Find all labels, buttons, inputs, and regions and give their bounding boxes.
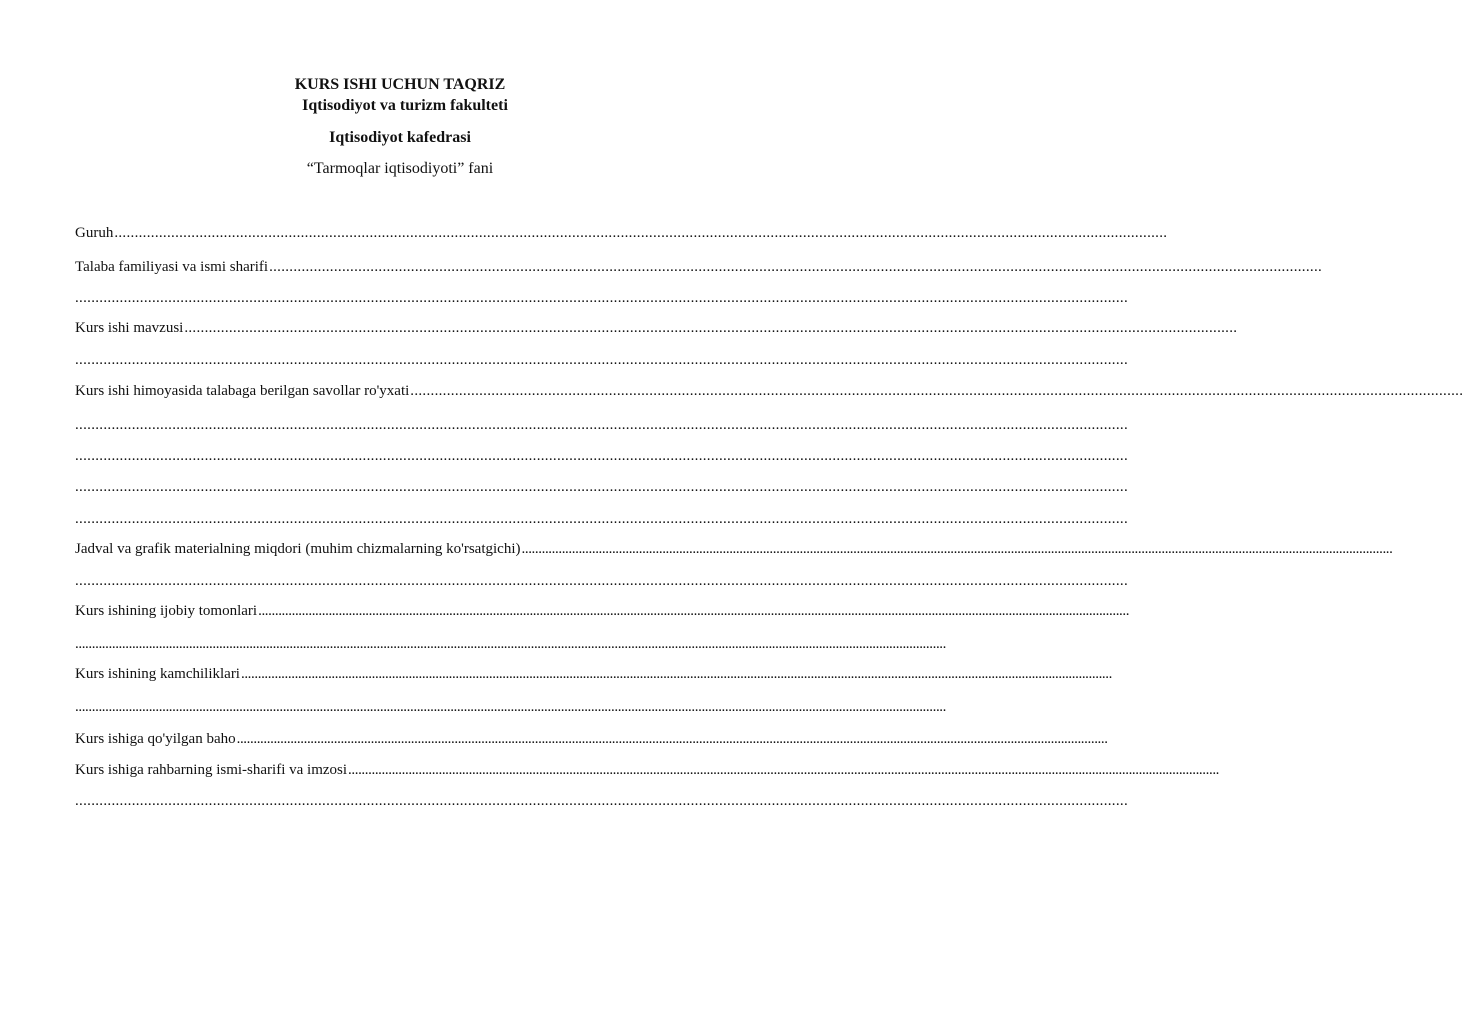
materials-fill: ....................................................................................................................................................................................................................................................................: [521, 541, 1393, 557]
supervisor-fill: ....................................................................................................................................................................................................................................................................: [348, 762, 1220, 778]
materials-field[interactable]: [75, 539, 1393, 559]
topic-label: Kurs ishi mavzusi: [75, 320, 184, 336]
questions-fill: ....................................................................................................................................................................................................................................................................: [410, 383, 1463, 399]
blank-fill: ....................................................................................................................................................................................................................................................................: [75, 417, 1128, 433]
document-title: KURS ISHI UCHUN TAQRIZ: [294, 76, 506, 93]
grade-fill: ....................................................................................................................................................................................................................................................................: [236, 731, 1108, 747]
group-field[interactable]: [75, 223, 1168, 243]
shortcomings-blank-line[interactable]: [75, 697, 947, 717]
subject-name: “Tarmoqlar iqtisodiyoti” fani: [306, 160, 494, 177]
blank-fill: ....................................................................................................................................................................................................................................................................: [75, 352, 1128, 368]
materials-blank-line[interactable]: [75, 571, 1128, 591]
group-label: Guruh: [75, 225, 114, 241]
grade-label: Kurs ishiga qo'yilgan baho: [75, 731, 236, 747]
shortcomings-label: Kurs ishining kamchiliklari: [75, 666, 240, 682]
blank-fill: ....................................................................................................................................................................................................................................................................: [75, 479, 1128, 495]
blank-fill: ....................................................................................................................................................................................................................................................................: [75, 699, 947, 715]
grade-field[interactable]: [75, 729, 1108, 749]
blank-fill: ....................................................................................................................................................................................................................................................................: [75, 793, 1128, 809]
questions-blank-line-4[interactable]: [75, 509, 1128, 529]
topic-field[interactable]: [75, 318, 1238, 338]
department-name: Iqtisodiyot kafedrasi: [329, 129, 471, 146]
student-name-label: Talaba familiyasi va ismi sharifi: [75, 259, 269, 275]
student-name-blank-line[interactable]: [75, 288, 1128, 308]
questions-blank-line-2[interactable]: [75, 446, 1128, 466]
shortcomings-field[interactable]: [75, 664, 1112, 684]
questions-blank-line-3[interactable]: [75, 477, 1128, 497]
blank-fill: ....................................................................................................................................................................................................................................................................: [75, 573, 1128, 589]
positive-aspects-blank-line[interactable]: [75, 634, 947, 654]
student-name-field[interactable]: [75, 257, 1323, 277]
supervisor-label: Kurs ishiga rahbarning ismi-sharifi va imzosi: [75, 762, 348, 778]
student-name-fill: ....................................................................................................................................................................................................................................................................: [269, 259, 1323, 275]
blank-fill: ....................................................................................................................................................................................................................................................................: [75, 511, 1128, 527]
blank-fill: ....................................................................................................................................................................................................................................................................: [75, 448, 1128, 464]
questions-field[interactable]: [75, 381, 1463, 401]
questions-label: Kurs ishi himoyasida talabaga berilgan savollar ro'yxati: [75, 383, 410, 399]
faculty-name: Iqtisodiyot va turizm fakulteti: [302, 97, 508, 114]
materials-label: Jadval va grafik materialning miqdori (muhim chizmalarning ko'rsatgichi): [75, 541, 521, 557]
blank-fill: ....................................................................................................................................................................................................................................................................: [75, 636, 947, 652]
group-fill: ....................................................................................................................................................................................................................................................................: [114, 225, 1168, 241]
positive-aspects-fill: ....................................................................................................................................................................................................................................................................: [258, 603, 1130, 619]
positive-aspects-field[interactable]: [75, 601, 1130, 621]
supervisor-field[interactable]: [75, 760, 1220, 780]
questions-blank-line-1[interactable]: [75, 415, 1128, 435]
shortcomings-fill: ....................................................................................................................................................................................................................................................................: [240, 666, 1112, 682]
topic-fill: ....................................................................................................................................................................................................................................................................: [184, 320, 1238, 336]
blank-fill: ....................................................................................................................................................................................................................................................................: [75, 290, 1128, 306]
topic-blank-line[interactable]: [75, 350, 1128, 370]
positive-aspects-label: Kurs ishining ijobiy tomonlari: [75, 603, 258, 619]
supervisor-blank-line[interactable]: [75, 791, 1128, 811]
